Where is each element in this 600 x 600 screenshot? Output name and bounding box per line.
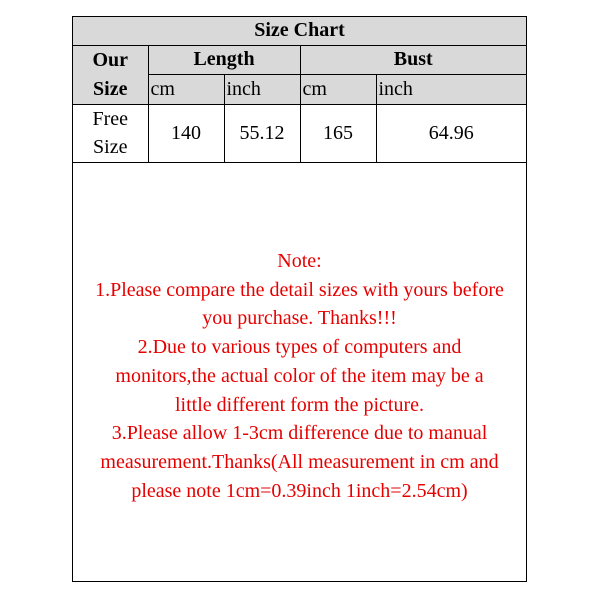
size-cell-line2: Size [93, 136, 128, 158]
our-size-header-line2: Size [93, 77, 128, 100]
size-cell [73, 104, 148, 162]
note-line: 1.Please compare the detail sizes with yours before [95, 278, 504, 301]
note-block [73, 247, 526, 505]
note-line: please note 1cm=0.39inch 1inch=2.54cm) [131, 479, 468, 502]
bust-header: Bust [300, 45, 526, 75]
table-row [73, 104, 526, 162]
note-line: little different form the picture. [175, 393, 424, 416]
note-line: measurement.Thanks(All measurement in cm and [100, 450, 499, 473]
length-cm-cell: 140 [148, 104, 224, 162]
bust-cm-unit: cm [300, 75, 376, 105]
bust-cm-cell: 165 [300, 104, 376, 162]
note-line: you purchase. Thanks!!! [202, 307, 397, 330]
note-line: 3.Please allow 1-3cm difference due to manual [111, 422, 488, 445]
size-chart-sheet [72, 16, 527, 582]
note-line: monitors,the actual color of the item may be a [115, 364, 484, 387]
bust-inch-unit: inch [376, 75, 526, 105]
bust-inch-cell: 64.96 [376, 104, 526, 162]
length-inch-cell: 55.12 [224, 104, 300, 162]
size-chart-table [73, 17, 526, 163]
table-title-row [73, 17, 526, 45]
length-header: Length [148, 45, 300, 75]
note-heading: Note: [277, 250, 322, 272]
table-header-row [73, 45, 526, 75]
length-cm-unit: cm [148, 75, 224, 105]
our-size-header-line1: Our [92, 48, 129, 71]
size-cell-line1: Free [92, 108, 129, 130]
length-inch-unit: inch [224, 75, 300, 105]
note-line: 2.Due to various types of computers and [137, 336, 462, 359]
table-title: Size Chart [73, 17, 526, 45]
our-size-header [73, 45, 148, 104]
